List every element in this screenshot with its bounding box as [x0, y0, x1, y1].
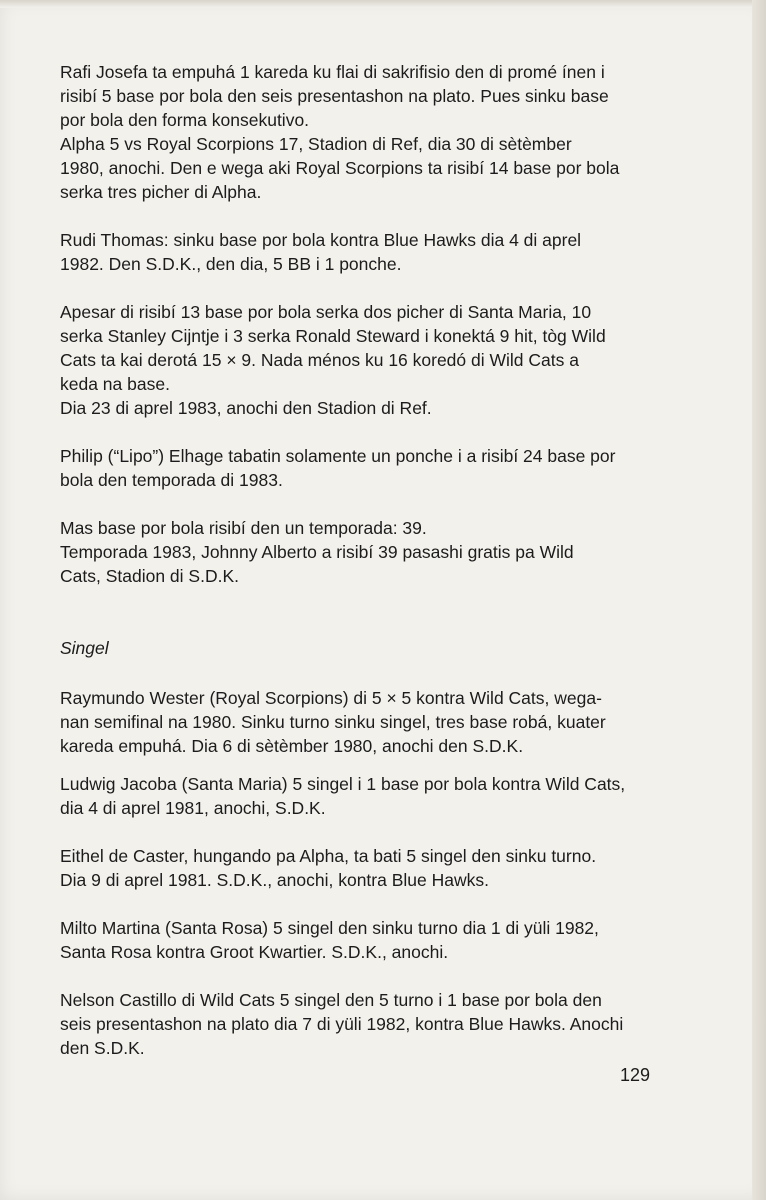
paragraph [60, 132, 665, 204]
text-line: Nelson Castillo di Wild Cats 5 singel den 5 turno i 1 base por bola den [60, 990, 602, 1010]
page-top-edge [0, 0, 766, 8]
paragraph [60, 444, 665, 492]
text-line: 1982. Den S.D.K., den dia, 5 BB i 1 ponche. [60, 254, 402, 274]
text-line: dia 4 di aprel 1981, anochi, S.D.K. [60, 798, 326, 818]
text-line: Apesar di risibí 13 base por bola serka dos picher di Santa Maria, 10 [60, 302, 592, 322]
text-line: Raymundo Wester (Royal Scorpions) di 5 × 5 kontra Wild Cats, wega- [60, 688, 602, 708]
section-heading-block [60, 636, 665, 660]
paragraph [60, 844, 665, 892]
text-line: Cats ta kai derotá 15 × 9. Nada ménos ku 16 koredó di Wild Cats a [60, 350, 579, 370]
paragraph [60, 300, 665, 396]
text-line: keda na base. [60, 374, 170, 394]
page-right-edge [752, 0, 766, 1200]
paragraph [60, 540, 665, 588]
text-line: Dia 9 di aprel 1981. S.D.K., anochi, kontra Blue Hawks. [60, 870, 489, 890]
paragraph [60, 988, 665, 1060]
text-line: Alpha 5 vs Royal Scorpions 17, Stadion di Ref, dia 30 di sètèmber [60, 134, 572, 154]
text-line: por bola den forma konsekutivo. [60, 110, 310, 130]
paragraph [60, 772, 665, 820]
text-line: bola den temporada di 1983. [60, 470, 283, 490]
text-line: Mas base por bola risibí den un temporada: 39. [60, 518, 427, 538]
text-line: den S.D.K. [60, 1038, 145, 1058]
text-line: Rudi Thomas: sinku base por bola kontra Blue Hawks dia 4 di aprel [60, 230, 582, 250]
text-line: Santa Rosa kontra Groot Kwartier. S.D.K., anochi. [60, 942, 449, 962]
paragraph [60, 516, 665, 540]
text-line: serka Stanley Cijntje i 3 serka Ronald Steward i konektá 9 hit, tòg Wild [60, 326, 606, 346]
paragraph [60, 916, 665, 964]
text-line: Eithel de Caster, hungando pa Alpha, ta bati 5 singel den sinku turno. [60, 846, 597, 866]
text-line: Dia 23 di aprel 1983, anochi den Stadion di Ref. [60, 398, 432, 418]
text-line: Rafi Josefa ta empuhá 1 kareda ku flai di sakrifisio den di promé ínen i [60, 62, 605, 82]
text-line: Philip (“Lipo”) Elhage tabatin solamente un ponche i a risibí 24 base por [60, 446, 616, 466]
paragraph [60, 686, 665, 758]
text-line: nan semifinal na 1980. Sinku turno sinku singel, tres base robá, kuater [60, 712, 606, 732]
text-line: Temporada 1983, Johnny Alberto a risibí 39 pasashi gratis pa Wild [60, 542, 574, 562]
paragraph [60, 396, 665, 420]
page-number: 129 [620, 1065, 651, 1085]
paragraph [60, 228, 665, 276]
text-line: 1980, anochi. Den e wega aki Royal Scorpions ta risibí 14 base por bola [60, 158, 620, 178]
text-line: seis presentashon na plato dia 7 di yüli 1982, kontra Blue Hawks. Anochi [60, 1014, 624, 1034]
text-line: Milto Martina (Santa Rosa) 5 singel den sinku turno dia 1 di yüli 1982, [60, 918, 599, 938]
text-line: risibí 5 base por bola den seis presentashon na plato. Pues sinku base [60, 86, 609, 106]
text-line: Cats, Stadion di S.D.K. [60, 566, 239, 586]
paragraph [60, 60, 665, 132]
text-line: serka tres picher di Alpha. [60, 182, 262, 202]
section-heading: Singel [60, 638, 109, 658]
text-line: kareda empuhá. Dia 6 di sètèmber 1980, anochi den S.D.K. [60, 736, 524, 756]
text-line: Ludwig Jacoba (Santa Maria) 5 singel i 1 base por bola kontra Wild Cats, [60, 774, 626, 794]
page-body [60, 60, 665, 1060]
